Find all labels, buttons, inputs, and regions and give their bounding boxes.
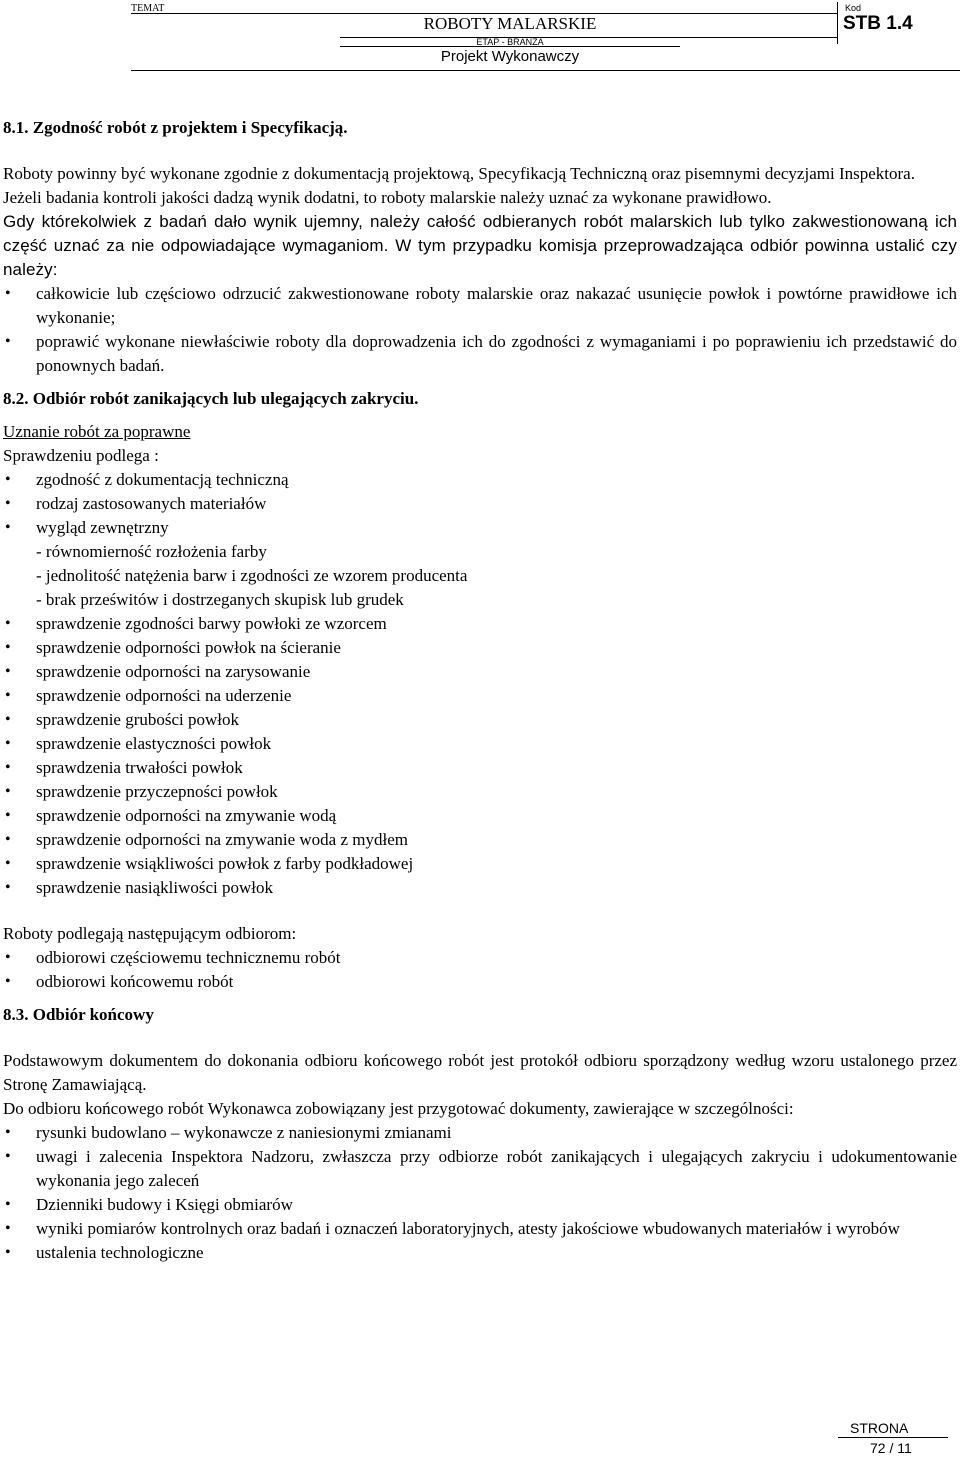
list-item: • sprawdzenie odporności na zmywanie woda z mydłem [3,828,957,852]
section-8-1-list [3,282,957,378]
header-etap: ETAP - BRANŻA [476,37,544,47]
section-8-1-paragraph-2: Jeżeli badania kontroli jakości dadzą wynik dodatni, to roboty malarskie należy uznać za wykonane prawidłowo. [3,188,772,207]
header-kod-label: Kod [845,3,862,13]
list-item: • sprawdzenie przyczepności powłok [3,780,957,804]
list-item: • całkowicie lub częściowo odrzucić zakwestionowane roboty malarskie oraz nakazać usunięcie powłok i powtórne prawidłowe ich wykonanie; [3,282,957,330]
list-item: • zgodność z dokumentacją techniczną [3,468,957,492]
header-title: ROBOTY MALARSKIE [423,14,597,33]
section-8-2-odbiory-list [3,946,957,994]
section-8-2-odbiory-intro: Roboty podlegają następującym odbiorom: [3,924,297,943]
spacer [3,140,957,162]
list-item: • sprawdzenie nasiąkliwości powłok [3,876,957,900]
list-item: • sprawdzenie odporności na zarysowanie [3,660,957,684]
list-item: • sprawdzenie zgodności barwy powłoki ze wzorcem [3,612,957,636]
section-8-3-paragraph-1: Podstawowym dokumentem do dokonania odbioru końcowego robót jest protokół odbioru sporządzony według wzoru ustalonego przez Stronę Zamawiającą. [3,1051,957,1094]
spacer [3,994,957,1003]
list-item: • sprawdzenie odporności na uderzenie [3,684,957,708]
section-8-3-paragraph-2: Do odbioru końcowego robót Wykonawca zobowiązany jest przygotować dokumenty, zawierające w szczególności: [3,1099,794,1118]
list-item: • uwagi i zalecenia Inspektora Nadzoru, zwłaszcza przy odbiorze robót zanikających i ulegających zakryciu i udokumentowanie wykonania jego zaleceń [3,1145,957,1193]
footer-divider [838,1437,948,1438]
header-code: STB 1.4 [843,13,913,34]
list-item: • sprawdzenie odporności powłok na ścieranie [3,636,957,660]
footer-strona-label: STRONA [850,1420,909,1436]
header-project: Projekt Wykonawczy [440,48,580,65]
list-item: • odbiorowi końcowemu robót [3,970,957,994]
list-item: • sprawdzenie wsiąkliwości powłok z farby podkładowej [3,852,957,876]
list-item: • ustalenia technologiczne [3,1241,957,1265]
section-8-1-heading: 8.1. Zgodność robót z projektem i Specyfikacją. [3,118,348,137]
list-item: • Dzienniki budowy i Księgi obmiarów [3,1193,957,1217]
sub-list-item: - brak prześwitów i dostrzeganych skupisk lub grudek [36,590,404,609]
spacer [3,900,957,922]
list-item: • sprawdzenia trwałości powłok [3,756,957,780]
list-item: • rodzaj zastosowanych materiałów [3,492,957,516]
sub-list-item: - jednolitość natężenia barw i zgodności ze wzorem producenta [36,566,468,585]
list-item: • wygląd zewnętrzny [3,516,957,540]
spacer [3,1027,957,1049]
header-line-bottom [131,70,960,71]
section-8-2-intro: Sprawdzeniu podlega : [3,446,159,465]
spacer [3,378,957,387]
list-item: • rysunki budowlano – wykonawcze z naniesionymi zmianami [3,1121,957,1145]
section-8-2-checklist [3,468,957,900]
section-8-1-paragraph-1: Roboty powinny być wykonane zgodnie z dokumentacją projektową, Specyfikacją Techniczną oraz pisemnymi decyzjami Inspektora. [3,164,915,183]
list-item: • odbiorowi częściowemu technicznemu robót [3,946,957,970]
sub-list-item: - równomierność rozłożenia farby [36,542,267,561]
page-header [0,0,960,70]
header-divider [837,2,838,44]
spacer [3,411,957,420]
section-8-1-paragraph-3: Gdy którekolwiek z badań dało wynik ujemny, należy całość odbieranych robót malarskich lub tylko zakwestionowaną ich część uznać za nie odpowiadające wymaganiom. W tym przypadku komisja przeprowadzająca odbiór powinna ustalić czy należy: [3,212,957,279]
list-item: • poprawić wykonane niewłaściwie roboty dla doprowadzenia ich do zgodności z wymaganiami i po poprawieniu ich przedstawić do ponownych badań. [3,330,957,378]
list-item: • wyniki pomiarów kontrolnych oraz badań i oznaczeń laboratoryjnych, atesty jakościowe wbudowanych materiałów i wyrobów [3,1217,957,1241]
section-8-3-documents-list [3,1121,957,1265]
footer-page-number: 72 / 11 [870,1440,912,1456]
header-temat-label: TEMAT [131,3,165,14]
list-item: • sprawdzenie grubości powłok [3,708,957,732]
section-8-3-heading: 8.3. Odbiór końcowy [3,1005,154,1024]
list-item: • sprawdzenie odporności na zmywanie wodą [3,804,957,828]
document-body [3,116,957,1265]
list-item: • sprawdzenie elastyczności powłok [3,732,957,756]
section-8-2-subheading: Uznanie robót za poprawne [3,422,191,441]
section-8-2-heading: 8.2. Odbiór robót zanikających lub ulegających zakryciu. [3,389,419,408]
